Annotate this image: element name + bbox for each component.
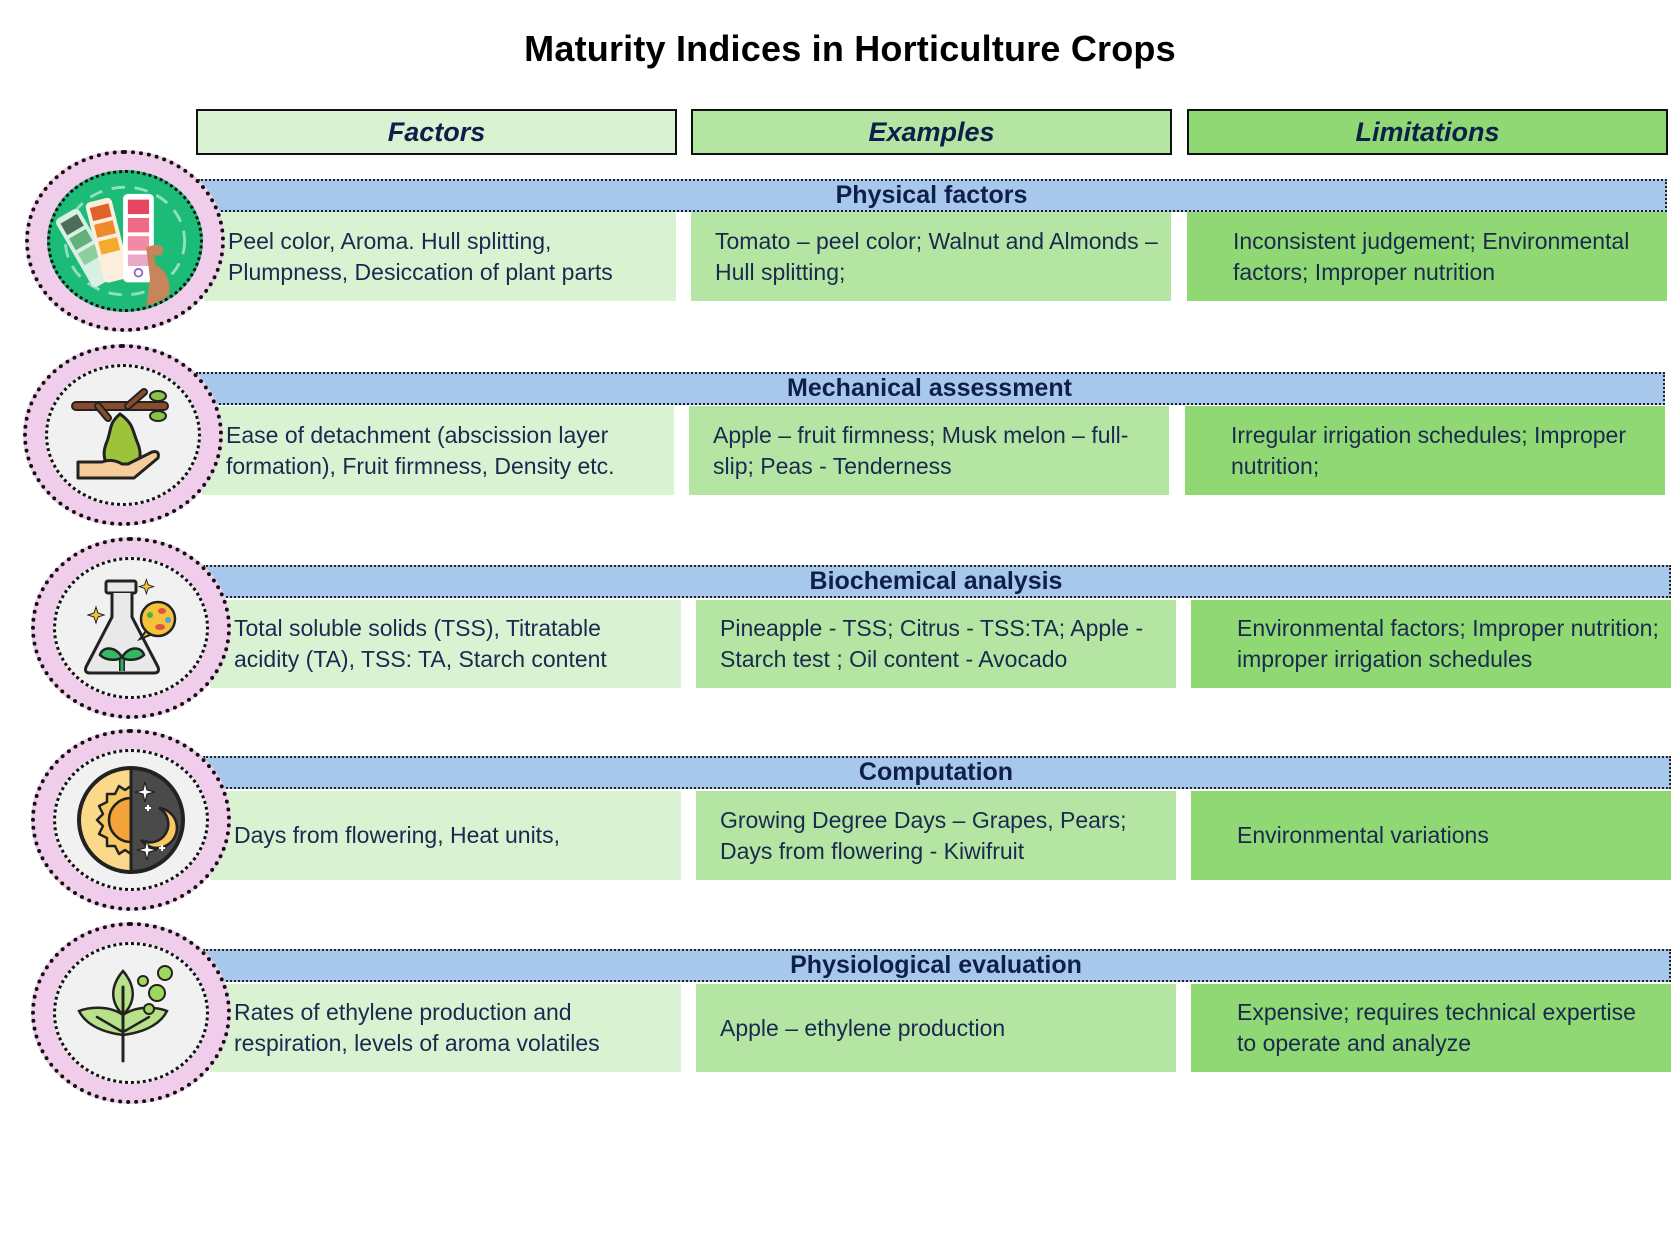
category-bar: Physical factors	[198, 179, 1667, 212]
examples-cell: Growing Degree Days – Grapes, Pears; Days from flowering - Kiwifruit	[696, 791, 1176, 880]
color-swatch-icon	[47, 170, 203, 312]
limitations-cell: Expensive; requires technical expertise to operate and analyze	[1191, 984, 1671, 1072]
computation-badge	[31, 729, 231, 911]
category-bar: Biochemical analysis	[203, 565, 1671, 598]
biochemical-badge	[31, 537, 231, 719]
factors-cell: Days from flowering, Heat units,	[210, 791, 681, 880]
factors-cell: Total soluble solids (TSS), Titratable acidity (TA), TSS: TA, Starch content	[210, 600, 681, 688]
limitations-cell: Irregular irrigation schedules; Improper nutrition;	[1185, 406, 1665, 495]
factors-cell: Rates of ethylene production and respiration, levels of aroma volatiles	[210, 984, 681, 1072]
category-bar: Mechanical assessment	[196, 372, 1665, 405]
factors-cell: Ease of detachment (abscission layer formation), Fruit firmness, Density etc.	[202, 406, 674, 495]
factors-cell: Peel color, Aroma. Hull splitting, Plumpness, Desiccation of plant parts	[204, 212, 676, 301]
column-header-examples: Examples	[691, 109, 1172, 155]
color-swatch-badge	[25, 150, 225, 332]
limitations-cell: Environmental factors; Improper nutrition; improper irrigation schedules	[1191, 600, 1671, 688]
flask-plant-icon	[53, 557, 209, 699]
limitations-cell: Inconsistent judgement; Environmental factors; Improper nutrition	[1187, 212, 1667, 301]
mechanical-badge	[23, 344, 223, 526]
day-night-icon	[53, 749, 209, 891]
category-bar: Physiological evaluation	[203, 949, 1671, 982]
examples-cell: Apple – ethylene production	[696, 984, 1176, 1072]
examples-cell: Apple – fruit firmness; Musk melon – full-slip; Peas - Tenderness	[689, 406, 1169, 495]
column-header-factors: Factors	[196, 109, 677, 155]
fruit-on-branch-hand-icon	[45, 364, 201, 506]
limitations-cell: Environmental variations	[1191, 791, 1671, 880]
column-header-limitations: Limitations	[1187, 109, 1668, 155]
physiological-badge	[31, 922, 231, 1104]
page-title: Maturity Indices in Horticulture Crops	[524, 28, 1176, 69]
examples-cell: Pineapple - TSS; Citrus - TSS:TA; Apple - Starch test ; Oil content - Avocado	[696, 600, 1176, 688]
category-bar: Computation	[203, 756, 1671, 789]
examples-cell: Tomato – peel color; Walnut and Almonds – Hull splitting;	[691, 212, 1171, 301]
plant-bubbles-icon	[53, 942, 209, 1084]
